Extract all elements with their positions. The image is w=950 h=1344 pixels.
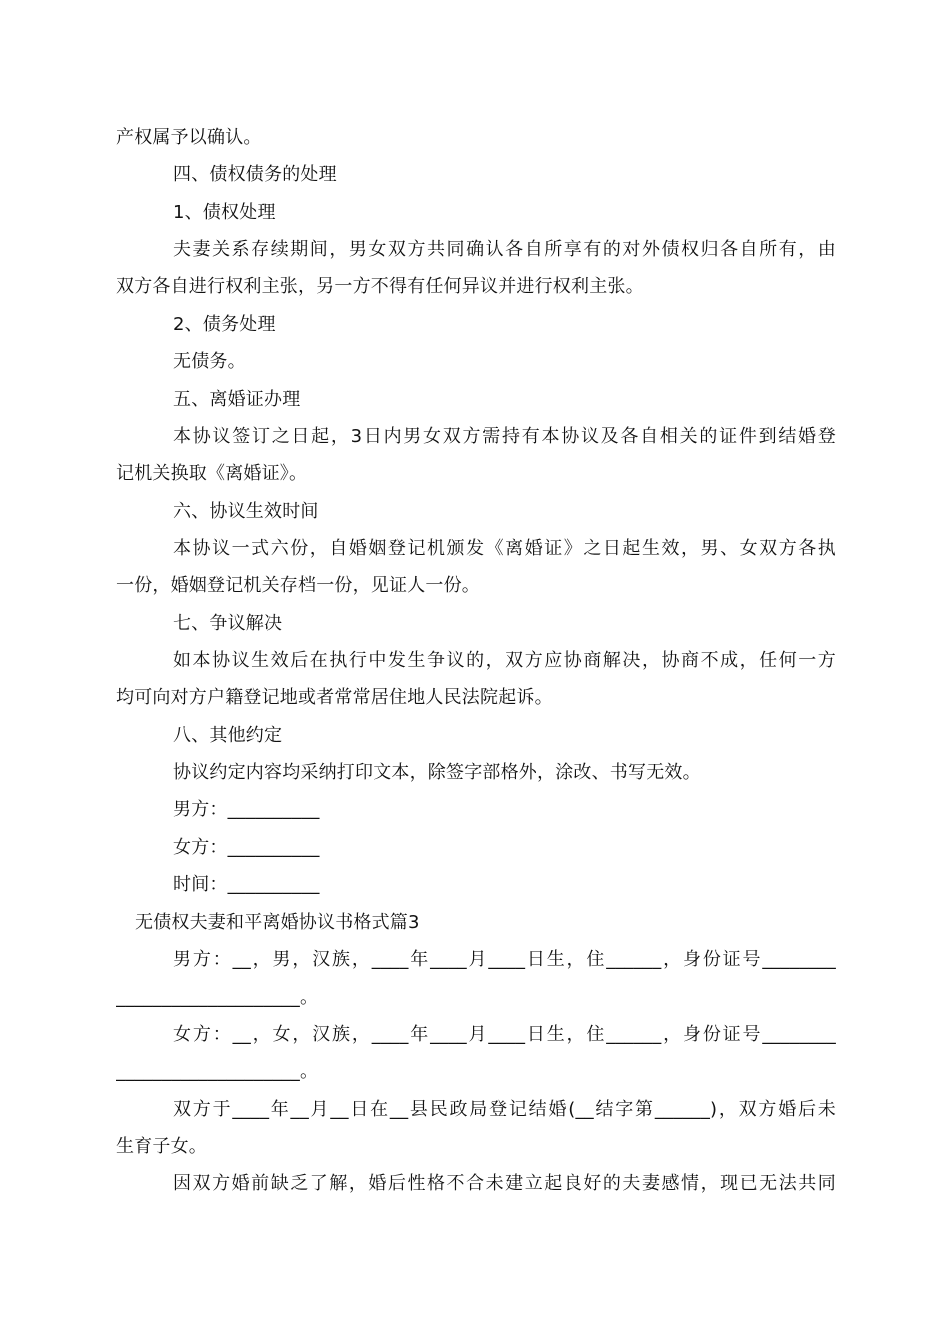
- paragraph-line: 双方各自进行权利主张，另一方不得有任何异议并进行权利主张。: [116, 276, 644, 297]
- paragraph-line: 因双方婚前缺乏了解，婚后性格不合未建立起良好的夫妻感情，现已无法共同: [173, 1173, 836, 1194]
- section-heading: 五、离婚证办理: [173, 389, 301, 410]
- section-heading: 八、其他约定: [173, 725, 283, 746]
- paragraph-line: 产权属予以确认。: [116, 127, 262, 148]
- paragraph-line: 双方于____年__月__日在__县民政局登记结婚(__结字第______)，双方婚后未: [173, 1099, 836, 1120]
- section-heading: 四、债权债务的处理: [173, 164, 337, 185]
- section-heading: 六、协议生效时间: [173, 501, 319, 522]
- paragraph-line: 均可向对方户籍登记地或者常常居住地人民法院起诉。: [116, 687, 553, 708]
- paragraph-line: 如本协议生效后在执行中发生争议的，双方应协商解决，协商不成，任何一方: [173, 650, 836, 671]
- subsection-heading: 1、债权处理: [173, 202, 276, 223]
- paragraph-line: 无债务。: [173, 351, 246, 372]
- subsection-heading: 2、债务处理: [173, 314, 276, 335]
- paragraph-line: 协议约定内容均采纳打印文本，除签字部格外，涂改、书写无效。: [173, 762, 701, 783]
- paragraph-line: ____________________。: [116, 987, 319, 1008]
- paragraph-line: 女方：__，女，汉族，____年____月____日生，住______，身份证号________: [173, 1024, 836, 1045]
- paragraph-line: 一份，婚姻登记机关存档一份，见证人一份。: [116, 575, 480, 596]
- signature-line-date: 时间：__________: [173, 874, 320, 895]
- paragraph-line: 本协议签订之日起，3日内男女双方需持有本协议及各自相关的证件到结婚登: [173, 426, 836, 447]
- paragraph-line: ____________________。: [116, 1061, 319, 1082]
- signature-line-male: 男方：__________: [173, 799, 320, 820]
- paragraph-line: 记机关换取《离婚证》。: [116, 463, 308, 484]
- signature-line-female: 女方：__________: [173, 837, 320, 858]
- paragraph-line: 男方：__，男，汉族，____年____月____日生，住______，身份证号________: [173, 949, 836, 970]
- section-heading: 七、争议解决: [173, 613, 283, 634]
- paragraph-line: 本协议一式六份，自婚姻登记机颁发《离婚证》之日起生效，男、女双方各执: [173, 538, 836, 559]
- paragraph-line: 生育子女。: [116, 1136, 207, 1157]
- document-title: 无债权夫妻和平离婚协议书格式篇3: [135, 912, 420, 933]
- paragraph-line: 夫妻关系存续期间，男女双方共同确认各自所享有的对外债权归各自所有，由: [173, 239, 836, 260]
